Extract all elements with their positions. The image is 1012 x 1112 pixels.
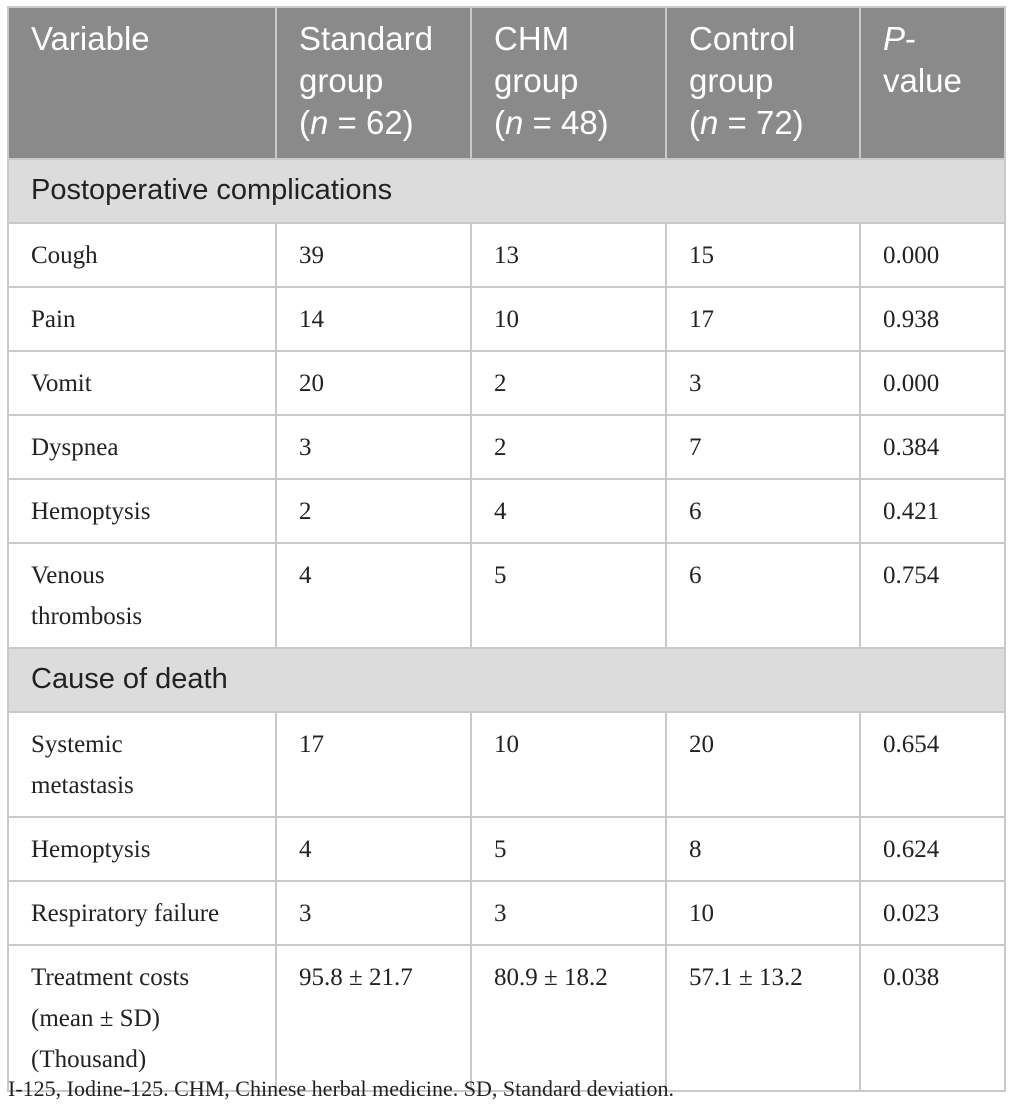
header-chm-n: (n = 48) (494, 104, 609, 141)
cell-variable: Hemoptysis (8, 479, 276, 543)
header-variable-label: Variable (31, 20, 150, 57)
table-row (8, 415, 1005, 479)
table-row (8, 712, 1005, 817)
table-footnote: I-125, Iodine-125. CHM, Chinese herbal medicine. SD, Standard deviation. (8, 1076, 674, 1101)
cell-p-value: 0.624 (860, 817, 1005, 881)
header-chm-line1: CHM (494, 20, 570, 57)
table-container (7, 6, 1004, 1092)
cell-standard: 14 (276, 287, 471, 351)
section-title: Postoperative complications (8, 159, 1005, 223)
header-standard-line1: Standard (299, 20, 433, 57)
header-chm-line2: group (494, 62, 579, 99)
cell-chm: 10 (471, 712, 666, 817)
table-row (8, 223, 1005, 287)
cell-standard: 4 (276, 543, 471, 648)
header-control-n: (n = 72) (689, 104, 804, 141)
cell-p-value: 0.000 (860, 351, 1005, 415)
cell-chm: 3 (471, 881, 666, 945)
cell-standard: 2 (276, 479, 471, 543)
cell-variable: Hemoptysis (8, 817, 276, 881)
cell-control: 20 (666, 712, 860, 817)
header-p-value (860, 7, 1005, 159)
table-row (8, 881, 1005, 945)
header-control-group (666, 7, 860, 159)
table-row (8, 817, 1005, 881)
cell-control: 6 (666, 543, 860, 648)
cell-standard: 20 (276, 351, 471, 415)
header-standard-group (276, 7, 471, 159)
cell-p-value: 0.000 (860, 223, 1005, 287)
cell-variable: Vomit (8, 351, 276, 415)
cell-p-value: 0.023 (860, 881, 1005, 945)
cell-standard: 4 (276, 817, 471, 881)
section-row-cause-of-death (8, 648, 1005, 712)
header-control-line1: Control (689, 20, 796, 57)
header-chm-group (471, 7, 666, 159)
cell-p-value: 0.654 (860, 712, 1005, 817)
header-p-line1: P- (883, 20, 917, 57)
cell-chm: 4 (471, 479, 666, 543)
cell-standard: 17 (276, 712, 471, 817)
table-row (8, 543, 1005, 648)
header-row (8, 7, 1005, 159)
cell-variable: Treatment costs (mean ± SD) (Thousand) (8, 945, 276, 1091)
cell-chm: 10 (471, 287, 666, 351)
cell-chm: 5 (471, 543, 666, 648)
cell-control: 57.1 ± 13.2 (666, 945, 860, 1091)
cell-standard: 39 (276, 223, 471, 287)
header-p-line2: value (883, 62, 962, 99)
cell-standard: 95.8 ± 21.7 (276, 945, 471, 1091)
results-table (7, 6, 1006, 1092)
cell-p-value: 0.421 (860, 479, 1005, 543)
table-row (8, 287, 1005, 351)
cell-control: 17 (666, 287, 860, 351)
cell-control: 6 (666, 479, 860, 543)
cell-variable: Respiratory failure (8, 881, 276, 945)
cell-control: 3 (666, 351, 860, 415)
section-row-postoperative (8, 159, 1005, 223)
cell-variable: Dyspnea (8, 415, 276, 479)
table-row (8, 479, 1005, 543)
cell-p-value: 0.038 (860, 945, 1005, 1091)
cell-control: 15 (666, 223, 860, 287)
cell-standard: 3 (276, 881, 471, 945)
cell-chm: 5 (471, 817, 666, 881)
cell-variable: Systemic metastasis (8, 712, 276, 817)
header-control-line2: group (689, 62, 774, 99)
table-row (8, 945, 1005, 1091)
header-variable (8, 7, 276, 159)
cell-variable: Pain (8, 287, 276, 351)
header-standard-line2: group (299, 62, 384, 99)
cell-chm: 80.9 ± 18.2 (471, 945, 666, 1091)
cell-control: 7 (666, 415, 860, 479)
cell-standard: 3 (276, 415, 471, 479)
cell-chm: 2 (471, 351, 666, 415)
cell-chm: 13 (471, 223, 666, 287)
header-standard-n: (n = 62) (299, 104, 414, 141)
cell-variable: Venous thrombosis (8, 543, 276, 648)
cell-control: 10 (666, 881, 860, 945)
cell-p-value: 0.938 (860, 287, 1005, 351)
section-title: Cause of death (8, 648, 1005, 712)
cell-control: 8 (666, 817, 860, 881)
table-row (8, 351, 1005, 415)
cell-variable: Cough (8, 223, 276, 287)
cell-chm: 2 (471, 415, 666, 479)
cell-p-value: 0.754 (860, 543, 1005, 648)
cell-p-value: 0.384 (860, 415, 1005, 479)
